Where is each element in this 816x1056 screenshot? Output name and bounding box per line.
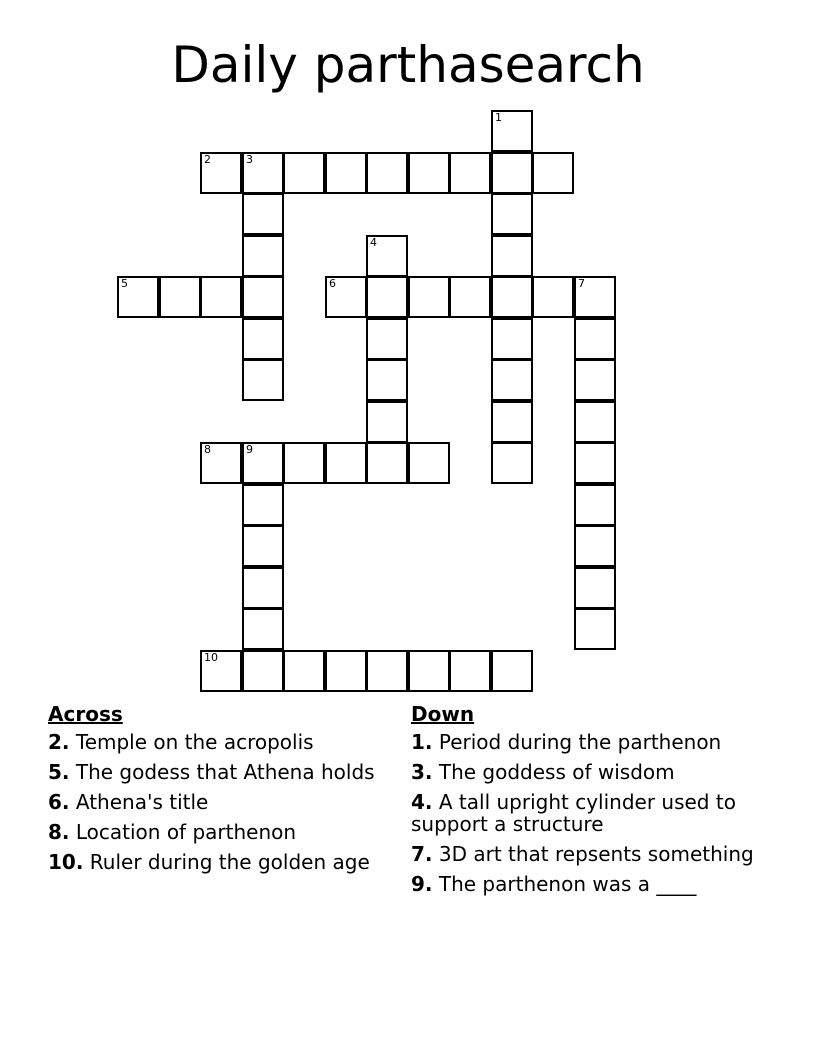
clue-number: 9: [246, 443, 253, 456]
clue-number: 3: [246, 153, 253, 166]
across-clue-10: [48, 851, 393, 873]
clue-number-label: 8.: [48, 820, 70, 844]
clue-number: 4: [370, 236, 377, 249]
across-clue-5: [48, 761, 393, 783]
grid-cell[interactable]: [408, 276, 450, 318]
grid-cell[interactable]: [242, 567, 284, 609]
grid-cell[interactable]: [283, 650, 325, 692]
grid-cell[interactable]: [574, 442, 616, 484]
grid-cell[interactable]: [574, 484, 616, 526]
page-title: Daily parthasearch: [171, 36, 645, 94]
grid-cell[interactable]: [200, 152, 242, 194]
grid-cell[interactable]: [242, 484, 284, 526]
clue-text: The parthenon was a ____: [432, 872, 697, 896]
clue-number-label: 4.: [411, 790, 433, 814]
grid-cell[interactable]: [491, 318, 533, 360]
clue-number-label: 1.: [411, 730, 433, 754]
grid-cell[interactable]: [491, 650, 533, 692]
grid-cell[interactable]: [117, 276, 159, 318]
grid-cell[interactable]: [242, 152, 284, 194]
grid-cell[interactable]: [491, 276, 533, 318]
across-clues: [48, 703, 393, 881]
grid-cell[interactable]: [242, 235, 284, 277]
clue-number-label: 2.: [48, 730, 70, 754]
grid-cell[interactable]: [491, 442, 533, 484]
grid-cell[interactable]: [325, 442, 367, 484]
clue-number: 8: [204, 443, 211, 456]
grid-cell[interactable]: [574, 608, 616, 650]
clue-number-label: 6.: [48, 790, 70, 814]
clue-text: A tall upright cylinder used to support a structure: [411, 790, 736, 836]
grid-cell[interactable]: [574, 401, 616, 443]
across-clue-list: [48, 731, 393, 873]
grid-cell[interactable]: [325, 650, 367, 692]
grid-cell[interactable]: [242, 442, 284, 484]
down-clue-1: [411, 731, 756, 753]
grid-cell[interactable]: [242, 276, 284, 318]
grid-cell[interactable]: [449, 152, 491, 194]
clue-number: 5: [121, 277, 128, 290]
grid-cell[interactable]: [242, 318, 284, 360]
grid-cell[interactable]: [574, 318, 616, 360]
grid-cell[interactable]: [242, 359, 284, 401]
grid-cell[interactable]: [366, 276, 408, 318]
clue-text: Location of parthenon: [69, 820, 297, 844]
clue-text: Period during the parthenon: [432, 730, 722, 754]
grid-cell[interactable]: [242, 650, 284, 692]
grid-cell[interactable]: [532, 276, 574, 318]
clue-number: 2: [204, 153, 211, 166]
grid-cell[interactable]: [366, 442, 408, 484]
clue-number-label: 9.: [411, 872, 433, 896]
grid-cell[interactable]: [491, 152, 533, 194]
down-clue-list: [411, 731, 756, 895]
clue-number-label: 7.: [411, 842, 433, 866]
grid-cell[interactable]: [366, 318, 408, 360]
grid-cell[interactable]: [366, 401, 408, 443]
down-clues: [411, 703, 756, 903]
down-clue-4: [411, 791, 756, 835]
down-heading: Down: [411, 702, 475, 726]
grid-cell[interactable]: [366, 650, 408, 692]
grid-cell[interactable]: [242, 608, 284, 650]
grid-cell[interactable]: [325, 152, 367, 194]
grid-cell[interactable]: [283, 442, 325, 484]
across-clue-6: [48, 791, 393, 813]
grid-cell[interactable]: [325, 276, 367, 318]
clue-text: The godess that Athena holds: [69, 760, 375, 784]
grid-cell[interactable]: [449, 276, 491, 318]
clue-text: Ruler during the golden age: [83, 850, 370, 874]
clue-text: 3D art that repsents something: [432, 842, 754, 866]
grid-cell[interactable]: [366, 152, 408, 194]
grid-cell[interactable]: [574, 525, 616, 567]
across-clue-2: [48, 731, 393, 753]
grid-cell[interactable]: [408, 650, 450, 692]
clue-text: Temple on the acropolis: [69, 730, 314, 754]
grid-cell[interactable]: [283, 152, 325, 194]
grid-cell[interactable]: [491, 235, 533, 277]
grid-cell[interactable]: [491, 193, 533, 235]
grid-cell[interactable]: [408, 152, 450, 194]
grid-cell[interactable]: [532, 152, 574, 194]
grid-cell[interactable]: [574, 276, 616, 318]
clue-number: 6: [329, 277, 336, 290]
grid-cell[interactable]: [574, 359, 616, 401]
grid-cell[interactable]: [491, 401, 533, 443]
grid-cell[interactable]: [200, 276, 242, 318]
clue-number-label: 5.: [48, 760, 70, 784]
grid-cell[interactable]: [159, 276, 201, 318]
grid-cell[interactable]: [366, 235, 408, 277]
clue-number: 7: [578, 277, 585, 290]
grid-cell[interactable]: [242, 525, 284, 567]
across-heading: Across: [48, 702, 123, 726]
grid-cell[interactable]: [200, 650, 242, 692]
down-clue-9: [411, 873, 756, 895]
clue-number: 1: [495, 111, 502, 124]
grid-cell[interactable]: [449, 650, 491, 692]
clue-number-label: 3.: [411, 760, 433, 784]
grid-cell[interactable]: [200, 442, 242, 484]
across-clue-8: [48, 821, 393, 843]
clue-text: The goddess of wisdom: [432, 760, 675, 784]
grid-cell[interactable]: [408, 442, 450, 484]
clue-number-label: 10.: [48, 850, 84, 874]
clue-text: Athena's title: [69, 790, 209, 814]
grid-cell[interactable]: [366, 359, 408, 401]
grid-cell[interactable]: [491, 110, 533, 152]
clue-number: 10: [204, 651, 218, 664]
grid-cell[interactable]: [242, 193, 284, 235]
grid-cell[interactable]: [491, 359, 533, 401]
down-clue-7: [411, 843, 756, 865]
down-clue-3: [411, 761, 756, 783]
grid-cell[interactable]: [574, 567, 616, 609]
